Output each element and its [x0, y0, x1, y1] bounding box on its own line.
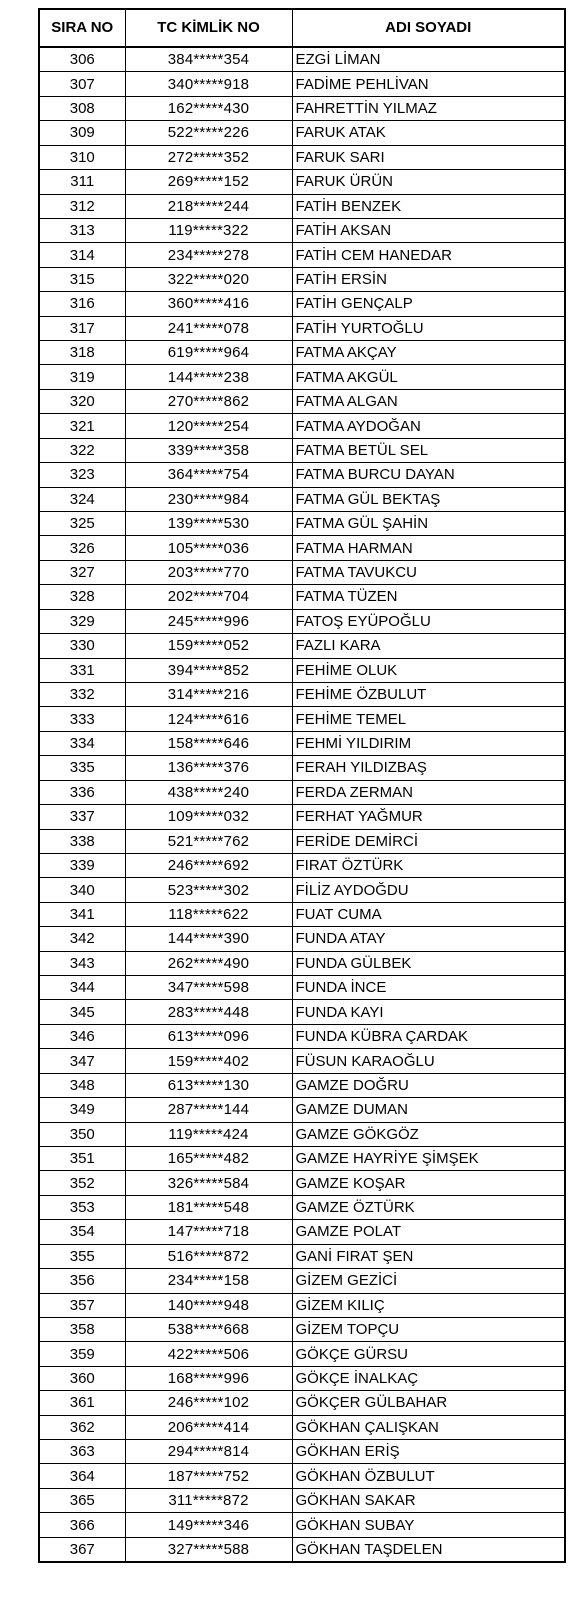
tc-kimlik-cell: 105*****036: [125, 536, 292, 560]
table-row: [39, 243, 565, 267]
sira-no-cell: 347: [39, 1049, 125, 1073]
adi-soyadi-cell: FATİH YURTOĞLU: [292, 316, 565, 340]
adi-soyadi-cell: FUNDA GÜLBEK: [292, 951, 565, 975]
table-row: [39, 72, 565, 96]
sira-no-cell: 364: [39, 1464, 125, 1488]
adi-soyadi-cell: FEHMİ YILDIRIM: [292, 731, 565, 755]
tc-kimlik-cell: 438*****240: [125, 780, 292, 804]
sira-no-cell: 334: [39, 731, 125, 755]
sira-no-cell: 340: [39, 878, 125, 902]
tc-kimlik-cell: 523*****302: [125, 878, 292, 902]
adi-soyadi-cell: FATMA AKÇAY: [292, 341, 565, 365]
sira-no-cell: 338: [39, 829, 125, 853]
table-row: [39, 805, 565, 829]
adi-soyadi-cell: GÖKHAN SAKAR: [292, 1488, 565, 1512]
tc-kimlik-cell: 340*****918: [125, 72, 292, 96]
adi-soyadi-cell: FAHRETTİN YILMAZ: [292, 96, 565, 120]
tc-kimlik-cell: 140*****948: [125, 1293, 292, 1317]
table-header: [39, 9, 565, 47]
table-row: [39, 560, 565, 584]
tc-kimlik-cell: 159*****402: [125, 1049, 292, 1073]
tc-kimlik-cell: 516*****872: [125, 1244, 292, 1268]
table-row: [39, 512, 565, 536]
table-row: [39, 463, 565, 487]
adi-soyadi-cell: FARUK ÜRÜN: [292, 170, 565, 194]
adi-soyadi-cell: GÖKHAN ERİŞ: [292, 1440, 565, 1464]
table-row: [39, 194, 565, 218]
tc-kimlik-cell: 287*****144: [125, 1098, 292, 1122]
tc-kimlik-cell: 613*****130: [125, 1073, 292, 1097]
tc-kimlik-cell: 109*****032: [125, 805, 292, 829]
tc-kimlik-cell: 202*****704: [125, 585, 292, 609]
table-row: [39, 1146, 565, 1170]
table-row: [39, 170, 565, 194]
adi-soyadi-cell: FATMA BURCU DAYAN: [292, 463, 565, 487]
tc-kimlik-cell: 347*****598: [125, 976, 292, 1000]
table-row: [39, 1366, 565, 1390]
tc-kimlik-cell: 147*****718: [125, 1220, 292, 1244]
adi-soyadi-cell: FARUK SARI: [292, 145, 565, 169]
sira-no-cell: 345: [39, 1000, 125, 1024]
tc-kimlik-cell: 218*****244: [125, 194, 292, 218]
tc-kimlik-cell: 165*****482: [125, 1146, 292, 1170]
adi-soyadi-cell: FÜSUN KARAOĞLU: [292, 1049, 565, 1073]
adi-soyadi-cell: FATMA GÜL BEKTAŞ: [292, 487, 565, 511]
adi-soyadi-cell: GAMZE GÖKGÖZ: [292, 1122, 565, 1146]
sira-no-cell: 324: [39, 487, 125, 511]
table-row: [39, 365, 565, 389]
sira-no-cell: 310: [39, 145, 125, 169]
sira-no-cell: 356: [39, 1269, 125, 1293]
table-row: [39, 1440, 565, 1464]
sira-no-cell: 363: [39, 1440, 125, 1464]
sira-no-cell: 330: [39, 634, 125, 658]
table-row: [39, 1537, 565, 1562]
table-row: [39, 536, 565, 560]
sira-no-cell: 353: [39, 1195, 125, 1219]
tc-kimlik-cell: 139*****530: [125, 512, 292, 536]
table-row: [39, 927, 565, 951]
tc-kimlik-cell: 187*****752: [125, 1464, 292, 1488]
adi-soyadi-cell: FUNDA KÜBRA ÇARDAK: [292, 1024, 565, 1048]
tc-kimlik-cell: 522*****226: [125, 121, 292, 145]
adi-soyadi-cell: EZGİ LİMAN: [292, 47, 565, 72]
sira-no-cell: 351: [39, 1146, 125, 1170]
adi-soyadi-cell: GİZEM GEZİCİ: [292, 1269, 565, 1293]
tc-kimlik-cell: 422*****506: [125, 1342, 292, 1366]
adi-soyadi-cell: FERİDE DEMİRCİ: [292, 829, 565, 853]
sira-no-cell: 362: [39, 1415, 125, 1439]
adi-soyadi-cell: FEHİME OLUK: [292, 658, 565, 682]
adi-soyadi-cell: FATMA TÜZEN: [292, 585, 565, 609]
table-row: [39, 218, 565, 242]
adi-soyadi-cell: FATMA TAVUKCU: [292, 560, 565, 584]
sira-no-cell: 307: [39, 72, 125, 96]
adi-soyadi-cell: FUNDA KAYI: [292, 1000, 565, 1024]
adi-soyadi-cell: FUAT CUMA: [292, 902, 565, 926]
table-row: [39, 951, 565, 975]
table-row: [39, 292, 565, 316]
sira-no-cell: 343: [39, 951, 125, 975]
adi-soyadi-cell: FATİH BENZEK: [292, 194, 565, 218]
tc-kimlik-cell: 269*****152: [125, 170, 292, 194]
table-row: [39, 121, 565, 145]
table-row: [39, 267, 565, 291]
sira-no-cell: 367: [39, 1537, 125, 1562]
tc-kimlik-cell: 521*****762: [125, 829, 292, 853]
adi-soyadi-cell: FATMA AKGÜL: [292, 365, 565, 389]
sira-no-cell: 323: [39, 463, 125, 487]
sira-no-cell: 337: [39, 805, 125, 829]
tc-kimlik-cell: 241*****078: [125, 316, 292, 340]
tc-kimlik-cell: 234*****158: [125, 1269, 292, 1293]
table-row: [39, 1073, 565, 1097]
header-tc-kimlik-no: TC KİMLİK NO: [125, 9, 292, 47]
tc-kimlik-cell: 203*****770: [125, 560, 292, 584]
adi-soyadi-cell: GAMZE POLAT: [292, 1220, 565, 1244]
table-row: [39, 389, 565, 413]
tc-kimlik-cell: 613*****096: [125, 1024, 292, 1048]
table-row: [39, 1513, 565, 1537]
table-row: [39, 96, 565, 120]
sira-no-cell: 357: [39, 1293, 125, 1317]
adi-soyadi-cell: GAMZE DOĞRU: [292, 1073, 565, 1097]
sira-no-cell: 342: [39, 927, 125, 951]
tc-kimlik-cell: 124*****616: [125, 707, 292, 731]
table-row: [39, 609, 565, 633]
sira-no-cell: 360: [39, 1366, 125, 1390]
table-row: [39, 1171, 565, 1195]
table-row: [39, 829, 565, 853]
tc-kimlik-cell: 144*****390: [125, 927, 292, 951]
table-row: [39, 976, 565, 1000]
adi-soyadi-cell: GAMZE ÖZTÜRK: [292, 1195, 565, 1219]
sira-no-cell: 325: [39, 512, 125, 536]
sira-no-cell: 332: [39, 682, 125, 706]
sira-no-cell: 365: [39, 1488, 125, 1512]
adi-soyadi-cell: GÖKHAN ÇALIŞKAN: [292, 1415, 565, 1439]
tc-kimlik-cell: 283*****448: [125, 1000, 292, 1024]
adi-soyadi-cell: GÖKHAN TAŞDELEN: [292, 1537, 565, 1562]
sira-no-cell: 366: [39, 1513, 125, 1537]
tc-kimlik-cell: 326*****584: [125, 1171, 292, 1195]
table-row: [39, 145, 565, 169]
adi-soyadi-cell: GAMZE HAYRİYE ŞİMŞEK: [292, 1146, 565, 1170]
adi-soyadi-cell: FATOŞ EYÜPOĞLU: [292, 609, 565, 633]
tc-kimlik-cell: 136*****376: [125, 756, 292, 780]
sira-no-cell: 327: [39, 560, 125, 584]
adi-soyadi-cell: GANİ FIRAT ŞEN: [292, 1244, 565, 1268]
sira-no-cell: 352: [39, 1171, 125, 1195]
tc-kimlik-cell: 120*****254: [125, 414, 292, 438]
tc-kimlik-cell: 162*****430: [125, 96, 292, 120]
table-row: [39, 585, 565, 609]
table-row: [39, 1024, 565, 1048]
tc-kimlik-cell: 181*****548: [125, 1195, 292, 1219]
adi-soyadi-cell: FUNDA ATAY: [292, 927, 565, 951]
adi-soyadi-cell: FATİH ERSİN: [292, 267, 565, 291]
sira-no-cell: 315: [39, 267, 125, 291]
table-row: [39, 1317, 565, 1341]
tc-kimlik-cell: 149*****346: [125, 1513, 292, 1537]
adi-soyadi-cell: FAZLI KARA: [292, 634, 565, 658]
sira-no-cell: 358: [39, 1317, 125, 1341]
sira-no-cell: 312: [39, 194, 125, 218]
sira-no-cell: 346: [39, 1024, 125, 1048]
tc-kimlik-cell: 234*****278: [125, 243, 292, 267]
adi-soyadi-cell: FEHİME TEMEL: [292, 707, 565, 731]
participant-table: [38, 8, 566, 1563]
sira-no-cell: 317: [39, 316, 125, 340]
tc-kimlik-cell: 384*****354: [125, 47, 292, 72]
adi-soyadi-cell: FARUK ATAK: [292, 121, 565, 145]
adi-soyadi-cell: FEHİME ÖZBULUT: [292, 682, 565, 706]
table-row: [39, 414, 565, 438]
table-row: [39, 1342, 565, 1366]
adi-soyadi-cell: FATMA BETÜL SEL: [292, 438, 565, 462]
table-row: [39, 756, 565, 780]
adi-soyadi-cell: FADİME PEHLİVAN: [292, 72, 565, 96]
table-row: [39, 780, 565, 804]
adi-soyadi-cell: GÖKÇER GÜLBAHAR: [292, 1391, 565, 1415]
adi-soyadi-cell: FATMA GÜL ŞAHİN: [292, 512, 565, 536]
table-row: [39, 47, 565, 72]
table-row: [39, 707, 565, 731]
sira-no-cell: 349: [39, 1098, 125, 1122]
table-row: [39, 1269, 565, 1293]
tc-kimlik-cell: 294*****814: [125, 1440, 292, 1464]
adi-soyadi-cell: FATMA HARMAN: [292, 536, 565, 560]
sira-no-cell: 314: [39, 243, 125, 267]
table-row: [39, 1464, 565, 1488]
tc-kimlik-cell: 270*****862: [125, 389, 292, 413]
table-row: [39, 682, 565, 706]
tc-kimlik-cell: 327*****588: [125, 1537, 292, 1562]
table-row: [39, 438, 565, 462]
sira-no-cell: 339: [39, 853, 125, 877]
adi-soyadi-cell: FATİH CEM HANEDAR: [292, 243, 565, 267]
adi-soyadi-cell: FERHAT YAĞMUR: [292, 805, 565, 829]
adi-soyadi-cell: FATİH AKSAN: [292, 218, 565, 242]
tc-kimlik-cell: 311*****872: [125, 1488, 292, 1512]
tc-kimlik-cell: 119*****322: [125, 218, 292, 242]
tc-kimlik-cell: 159*****052: [125, 634, 292, 658]
sira-no-cell: 355: [39, 1244, 125, 1268]
adi-soyadi-cell: FERDA ZERMAN: [292, 780, 565, 804]
sira-no-cell: 321: [39, 414, 125, 438]
sira-no-cell: 331: [39, 658, 125, 682]
tc-kimlik-cell: 394*****852: [125, 658, 292, 682]
sira-no-cell: 322: [39, 438, 125, 462]
sira-no-cell: 309: [39, 121, 125, 145]
tc-kimlik-cell: 168*****996: [125, 1366, 292, 1390]
adi-soyadi-cell: FATMA AYDOĞAN: [292, 414, 565, 438]
adi-soyadi-cell: FERAH YILDIZBAŞ: [292, 756, 565, 780]
adi-soyadi-cell: FUNDA İNCE: [292, 976, 565, 1000]
adi-soyadi-cell: FİLİZ AYDOĞDU: [292, 878, 565, 902]
header-adi-soyadi: ADI SOYADI: [292, 9, 565, 47]
table-row: [39, 1000, 565, 1024]
table-row: [39, 1415, 565, 1439]
sira-no-cell: 308: [39, 96, 125, 120]
table-row: [39, 341, 565, 365]
table-row: [39, 1098, 565, 1122]
tc-kimlik-cell: 619*****964: [125, 341, 292, 365]
table-row: [39, 1049, 565, 1073]
tc-kimlik-cell: 364*****754: [125, 463, 292, 487]
table-row: [39, 1391, 565, 1415]
sira-no-cell: 350: [39, 1122, 125, 1146]
adi-soyadi-cell: GÖKHAN SUBAY: [292, 1513, 565, 1537]
adi-soyadi-cell: FATİH GENÇALP: [292, 292, 565, 316]
table-row: [39, 1220, 565, 1244]
tc-kimlik-cell: 246*****692: [125, 853, 292, 877]
sira-no-cell: 335: [39, 756, 125, 780]
sira-no-cell: 361: [39, 1391, 125, 1415]
tc-kimlik-cell: 144*****238: [125, 365, 292, 389]
sira-no-cell: 354: [39, 1220, 125, 1244]
sira-no-cell: 320: [39, 389, 125, 413]
table-row: [39, 878, 565, 902]
sira-no-cell: 344: [39, 976, 125, 1000]
tc-kimlik-cell: 206*****414: [125, 1415, 292, 1439]
header-sira-no: SIRA NO: [39, 9, 125, 47]
table-row: [39, 1488, 565, 1512]
adi-soyadi-cell: GÖKÇE İNALKAÇ: [292, 1366, 565, 1390]
table-row: [39, 902, 565, 926]
sira-no-cell: 336: [39, 780, 125, 804]
adi-soyadi-cell: GİZEM TOPÇU: [292, 1317, 565, 1341]
adi-soyadi-cell: GAMZE KOŞAR: [292, 1171, 565, 1195]
sira-no-cell: 341: [39, 902, 125, 926]
table-row: [39, 316, 565, 340]
tc-kimlik-cell: 230*****984: [125, 487, 292, 511]
table-row: [39, 1195, 565, 1219]
sira-no-cell: 348: [39, 1073, 125, 1097]
table-row: [39, 1122, 565, 1146]
tc-kimlik-cell: 246*****102: [125, 1391, 292, 1415]
sira-no-cell: 306: [39, 47, 125, 72]
tc-kimlik-cell: 339*****358: [125, 438, 292, 462]
adi-soyadi-cell: GÖKÇE GÜRSU: [292, 1342, 565, 1366]
table-row: [39, 731, 565, 755]
sira-no-cell: 328: [39, 585, 125, 609]
sira-no-cell: 359: [39, 1342, 125, 1366]
adi-soyadi-cell: GAMZE DUMAN: [292, 1098, 565, 1122]
sira-no-cell: 319: [39, 365, 125, 389]
table-row: [39, 487, 565, 511]
adi-soyadi-cell: FIRAT ÖZTÜRK: [292, 853, 565, 877]
tc-kimlik-cell: 538*****668: [125, 1317, 292, 1341]
header-row: [39, 9, 565, 47]
sira-no-cell: 318: [39, 341, 125, 365]
adi-soyadi-cell: GİZEM KILIÇ: [292, 1293, 565, 1317]
tc-kimlik-cell: 262*****490: [125, 951, 292, 975]
table-row: [39, 853, 565, 877]
table-row: [39, 1244, 565, 1268]
sira-no-cell: 316: [39, 292, 125, 316]
tc-kimlik-cell: 118*****622: [125, 902, 292, 926]
table-row: [39, 658, 565, 682]
sira-no-cell: 326: [39, 536, 125, 560]
tc-kimlik-cell: 272*****352: [125, 145, 292, 169]
table-row: [39, 634, 565, 658]
tc-kimlik-cell: 314*****216: [125, 682, 292, 706]
sira-no-cell: 311: [39, 170, 125, 194]
table-row: [39, 1293, 565, 1317]
adi-soyadi-cell: FATMA ALGAN: [292, 389, 565, 413]
tc-kimlik-cell: 119*****424: [125, 1122, 292, 1146]
tc-kimlik-cell: 158*****646: [125, 731, 292, 755]
adi-soyadi-cell: GÖKHAN ÖZBULUT: [292, 1464, 565, 1488]
tc-kimlik-cell: 322*****020: [125, 267, 292, 291]
table-body: [39, 47, 565, 1562]
sira-no-cell: 333: [39, 707, 125, 731]
sira-no-cell: 329: [39, 609, 125, 633]
sira-no-cell: 313: [39, 218, 125, 242]
tc-kimlik-cell: 360*****416: [125, 292, 292, 316]
tc-kimlik-cell: 245*****996: [125, 609, 292, 633]
